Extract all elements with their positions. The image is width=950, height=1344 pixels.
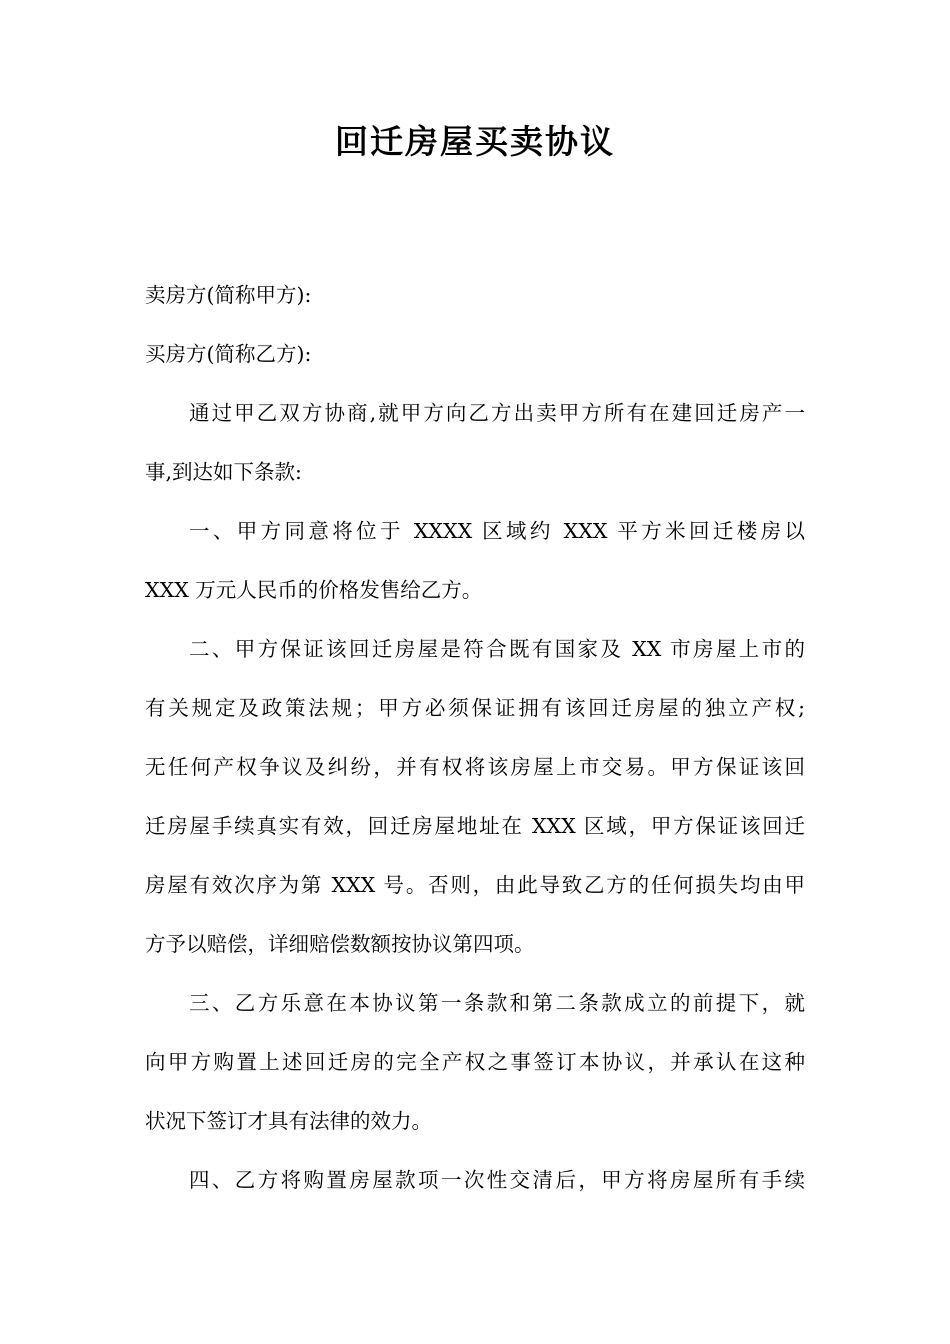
buyer-line: 买房方(简称乙方): <box>145 342 312 366</box>
clause-2-line: 无任何产权争议及纠纷，并有权将该房屋上市交易。甲方保证该回 <box>145 755 805 779</box>
intro-paragraph-line: 事,到达如下条款: <box>145 460 302 484</box>
clause-3-line: 向甲方购置上述回迁房的完全产权之事签订本协议，并承认在这种 <box>145 1050 805 1074</box>
clause-2-line: 房屋有效次序为第 XXX 号。否则，由此导致乙方的任何损失均由甲 <box>145 873 805 897</box>
clause-1-line: 一、甲方同意将位于 XXXX 区域约 XXX 平方米回迁楼房以 <box>189 519 805 543</box>
intro-paragraph-line: 通过甲乙双方协商,就甲方向乙方出卖甲方所有在建回迁房产一 <box>189 401 805 425</box>
clause-2-line: 迁房屋手续真实有效，回迁房屋地址在 XXX 区域，甲方保证该回迁 <box>145 814 805 838</box>
clause-2-line: 有关规定及政策法规；甲方必须保证拥有该回迁房屋的独立产权; <box>145 696 805 720</box>
clause-1-line: XXX 万元人民币的价格发售给乙方。 <box>145 578 483 602</box>
clause-3-line: 状况下签订才具有法律的效力。 <box>145 1109 432 1133</box>
clause-3-line: 三、乙方乐意在本协议第一条款和第二条款成立的前提下，就 <box>189 991 805 1015</box>
document-title: 回迁房屋买卖协议 <box>335 122 615 161</box>
clause-2-line: 二、甲方保证该回迁房屋是符合既有国家及 XX 市房屋上市的 <box>189 637 805 661</box>
seller-line: 卖房方(简称甲方): <box>145 283 312 307</box>
document-body <box>145 266 805 1210</box>
clause-2-line: 方予以赔偿，详细赔偿数额按协议第四项。 <box>145 932 535 956</box>
clause-4-line: 四、乙方将购置房屋款项一次性交清后，甲方将房屋所有手续 <box>189 1168 805 1192</box>
